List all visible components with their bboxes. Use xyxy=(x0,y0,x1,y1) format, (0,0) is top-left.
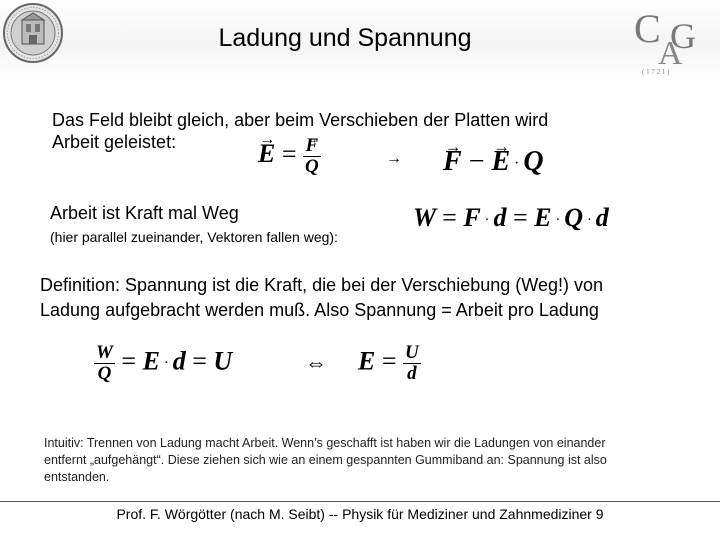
intuition-paragraph xyxy=(44,435,607,486)
formula-denominator: Q xyxy=(305,156,319,177)
work-note: (hier parallel zueinander, Vektoren fallen weg): xyxy=(50,229,338,245)
logo-letter-a: A xyxy=(658,35,683,72)
formula-symbol-u: U xyxy=(213,346,233,376)
intuition-line-1: Intuitiv: Trennen von Ladung macht Arbeit. Wenn’s geschafft ist haben wir die Ladungen von einander xyxy=(44,436,606,450)
formula-dot: · xyxy=(484,211,490,228)
formula-numerator: U xyxy=(405,342,419,363)
work-heading: Arbeit ist Kraft mal Weg xyxy=(50,203,239,223)
formula-symbol-e: E xyxy=(358,346,376,376)
formula-dot: · xyxy=(163,355,169,371)
implies-arrow-icon: → xyxy=(386,150,402,167)
formula-denominator: d xyxy=(407,363,417,384)
footer-text: Prof. F. Wörgötter (nach M. Seibt) -- Physik für Mediziner und Zahnmediziner 9 xyxy=(116,506,604,522)
logo-letter-c: C xyxy=(634,6,661,51)
formula-symbol-e: → E xyxy=(258,139,275,169)
formula-operator: − xyxy=(468,146,485,177)
logo-letter-g: G xyxy=(670,16,696,56)
formula-numerator: W xyxy=(96,342,113,363)
formula-symbol-f: → F xyxy=(443,146,462,178)
formula-fraction xyxy=(94,343,115,384)
formula-voltage-work xyxy=(94,343,232,384)
formula-fraction xyxy=(303,136,321,177)
academy-logo xyxy=(628,4,708,78)
intuition-line-3: entstanden. xyxy=(44,470,110,484)
paragraph-line-2: Arbeit geleistet: xyxy=(52,132,177,152)
formula-symbol-e: E xyxy=(534,203,552,232)
formula-equals: = xyxy=(281,139,297,169)
formula-symbol-d: d xyxy=(493,203,507,232)
formula-equals: = xyxy=(192,346,207,376)
formula-dot: · xyxy=(587,211,592,228)
formula-equals: = xyxy=(442,203,457,232)
formula-dot: · xyxy=(514,154,520,172)
logo-year: ( 1 7 2 1 ) xyxy=(642,68,670,76)
formula-equals: = xyxy=(512,203,528,232)
footer-divider xyxy=(0,501,720,502)
definition-line-1: Definition: Spannung ist die Kraft, die bei der Verschiebung (Weg!) von xyxy=(40,275,604,295)
formula-symbol-w: W xyxy=(413,203,436,232)
formula-symbol-d: d xyxy=(172,346,186,376)
definition-paragraph xyxy=(40,274,603,321)
paragraph-line-1: Das Feld bleibt gleich, aber beim Verschieben der Platten wird xyxy=(52,110,549,130)
formula-symbol-f: F xyxy=(463,203,481,232)
formula-symbol-q: Q xyxy=(564,203,583,232)
definition-line-2: Ladung aufgebracht werden muß. Also Spannung = Arbeit pro Ladung xyxy=(40,300,599,320)
formula-field-definition xyxy=(258,136,321,177)
formula-denominator: Q xyxy=(97,363,112,384)
formula-fraction xyxy=(403,343,421,384)
slide-title: Ladung und Spannung xyxy=(218,24,472,52)
equivalence-icon: ⇔ xyxy=(305,350,327,375)
formula-symbol-d: d xyxy=(595,203,609,232)
formula-symbol-e: → E xyxy=(491,146,510,178)
intuition-line-2: entfernt „aufgehängt“. Diese ziehen sich wie an einem gespannten Gummiband an: Spannung ist also xyxy=(44,453,607,467)
formula-field-voltage xyxy=(358,343,421,384)
formula-symbol-q: Q xyxy=(523,146,544,177)
formula-dot: · xyxy=(555,211,561,228)
formula-force-charge xyxy=(443,146,544,178)
formula-work xyxy=(413,203,609,233)
formula-equals: = xyxy=(121,346,137,376)
formula-equals: = xyxy=(381,346,397,376)
formula-symbol-e: E xyxy=(142,346,160,376)
formula-numerator: → F xyxy=(306,136,319,156)
